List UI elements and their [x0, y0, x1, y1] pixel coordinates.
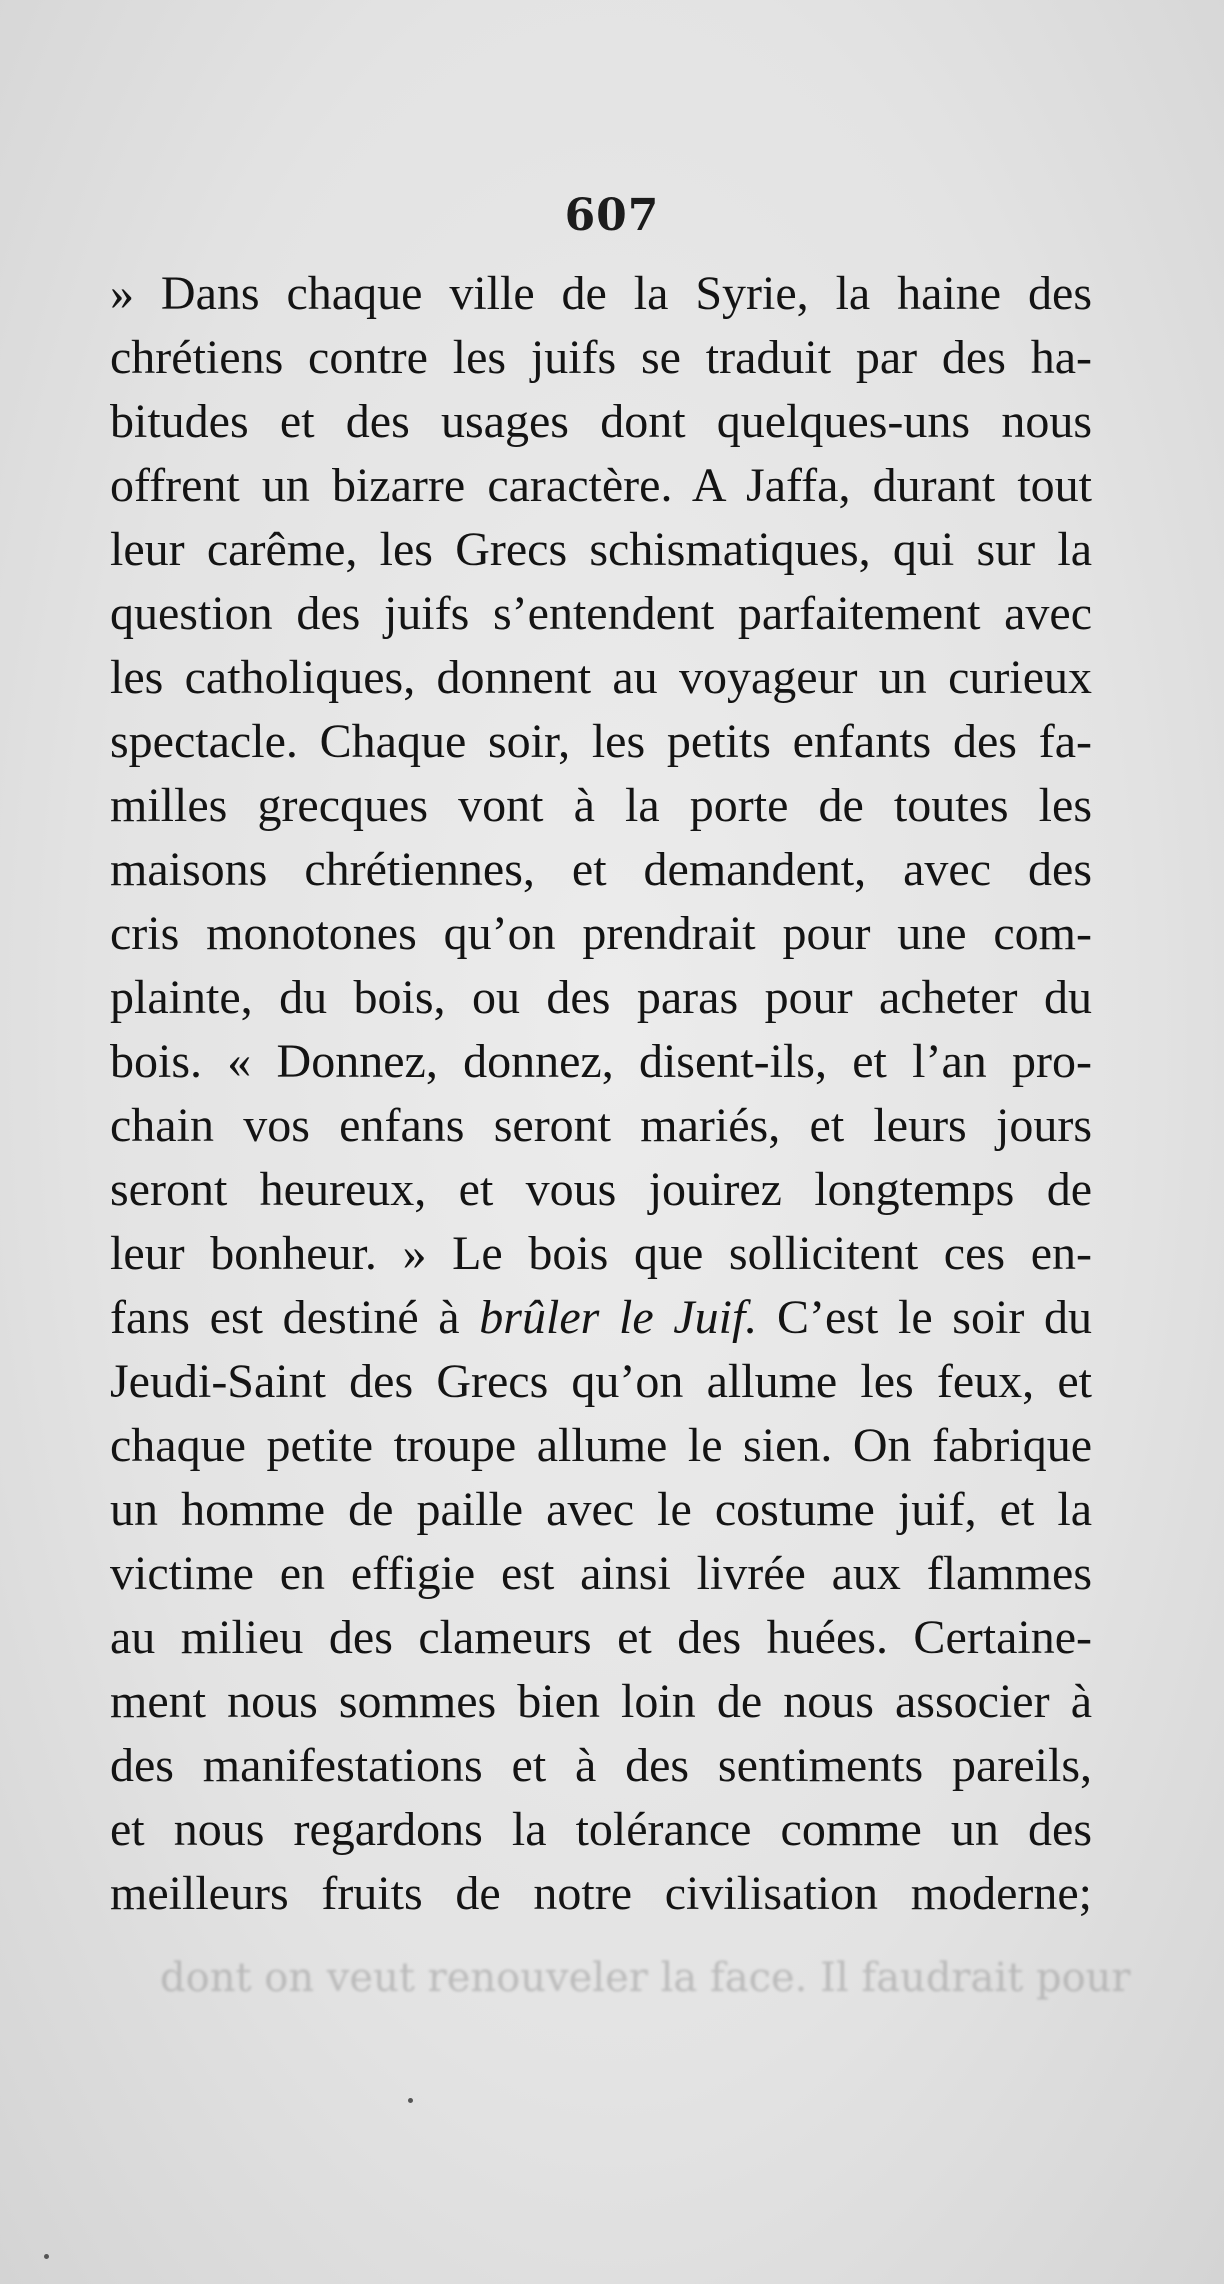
line-segment: fans est destiné à [110, 1291, 480, 1344]
text-line: chrétiens contre les juifs se traduit par des ha- [110, 331, 1092, 384]
bleed-through-text: dont on veut renouveler la face. Il faudrait pour [160, 1955, 1131, 2001]
text-line: Jeudi-Saint des Grecs qu’on allume les feux, et [110, 1355, 1092, 1408]
text-line: meilleurs fruits de notre civilisation moderne; [110, 1867, 1092, 1920]
text-line: les catholiques, donnent au voyageur un curieux [110, 651, 1092, 704]
text-line: victime en effigie est ainsi livrée aux flammes [110, 1547, 1092, 1600]
text-line: et nous regardons la tolérance comme un des [110, 1803, 1092, 1856]
text-line: un homme de paille avec le costume juif, et la [110, 1483, 1092, 1536]
text-line: au milieu des clameurs et des huées. Certaine- [110, 1611, 1092, 1664]
paper-speck [44, 2254, 49, 2259]
page-number: 607 [564, 190, 660, 241]
text-line: » Dans chaque ville de la Syrie, la haine des [110, 267, 1092, 320]
text-line: seront heureux, et vous jouirez longtemps de [110, 1163, 1092, 1216]
italic-phrase: brûler le Juif. [479, 1291, 758, 1344]
text-line: leur carême, les Grecs schismatiques, qui sur la [110, 523, 1092, 576]
body-text [110, 262, 1092, 1926]
text-line: ment nous sommes bien loin de nous associer à [110, 1675, 1092, 1728]
text-line: chain vos enfans seront mariés, et leurs jours [110, 1099, 1092, 1152]
text-line: milles grecques vont à la porte de toutes les [110, 779, 1092, 832]
text-line: cris monotones qu’on prendrait pour une com- [110, 907, 1092, 960]
line-segment: C’est le soir du [757, 1291, 1092, 1344]
text-line: chaque petite troupe allume le sien. On fabrique [110, 1419, 1092, 1472]
text-line: leur bonheur. » Le bois que sollicitent ces en- [110, 1227, 1092, 1280]
text-line-with-italic [110, 1286, 1092, 1350]
text-line: offrent un bizarre caractère. A Jaffa, durant tout [110, 459, 1092, 512]
text-line: bois. « Donnez, donnez, disent-ils, et l’an pro- [110, 1035, 1092, 1088]
paper-speck [408, 2098, 413, 2103]
text-line: question des juifs s’entendent parfaitement avec [110, 587, 1092, 640]
text-line: maisons chrétiennes, et demandent, avec des [110, 843, 1092, 896]
text-line: bitudes et des usages dont quelques-uns nous [110, 395, 1092, 448]
text-line: plainte, du bois, ou des paras pour acheter du [110, 971, 1092, 1024]
text-line: des manifestations et à des sentiments pareils, [110, 1739, 1092, 1792]
text-line: spectacle. Chaque soir, les petits enfants des fa- [110, 715, 1092, 768]
